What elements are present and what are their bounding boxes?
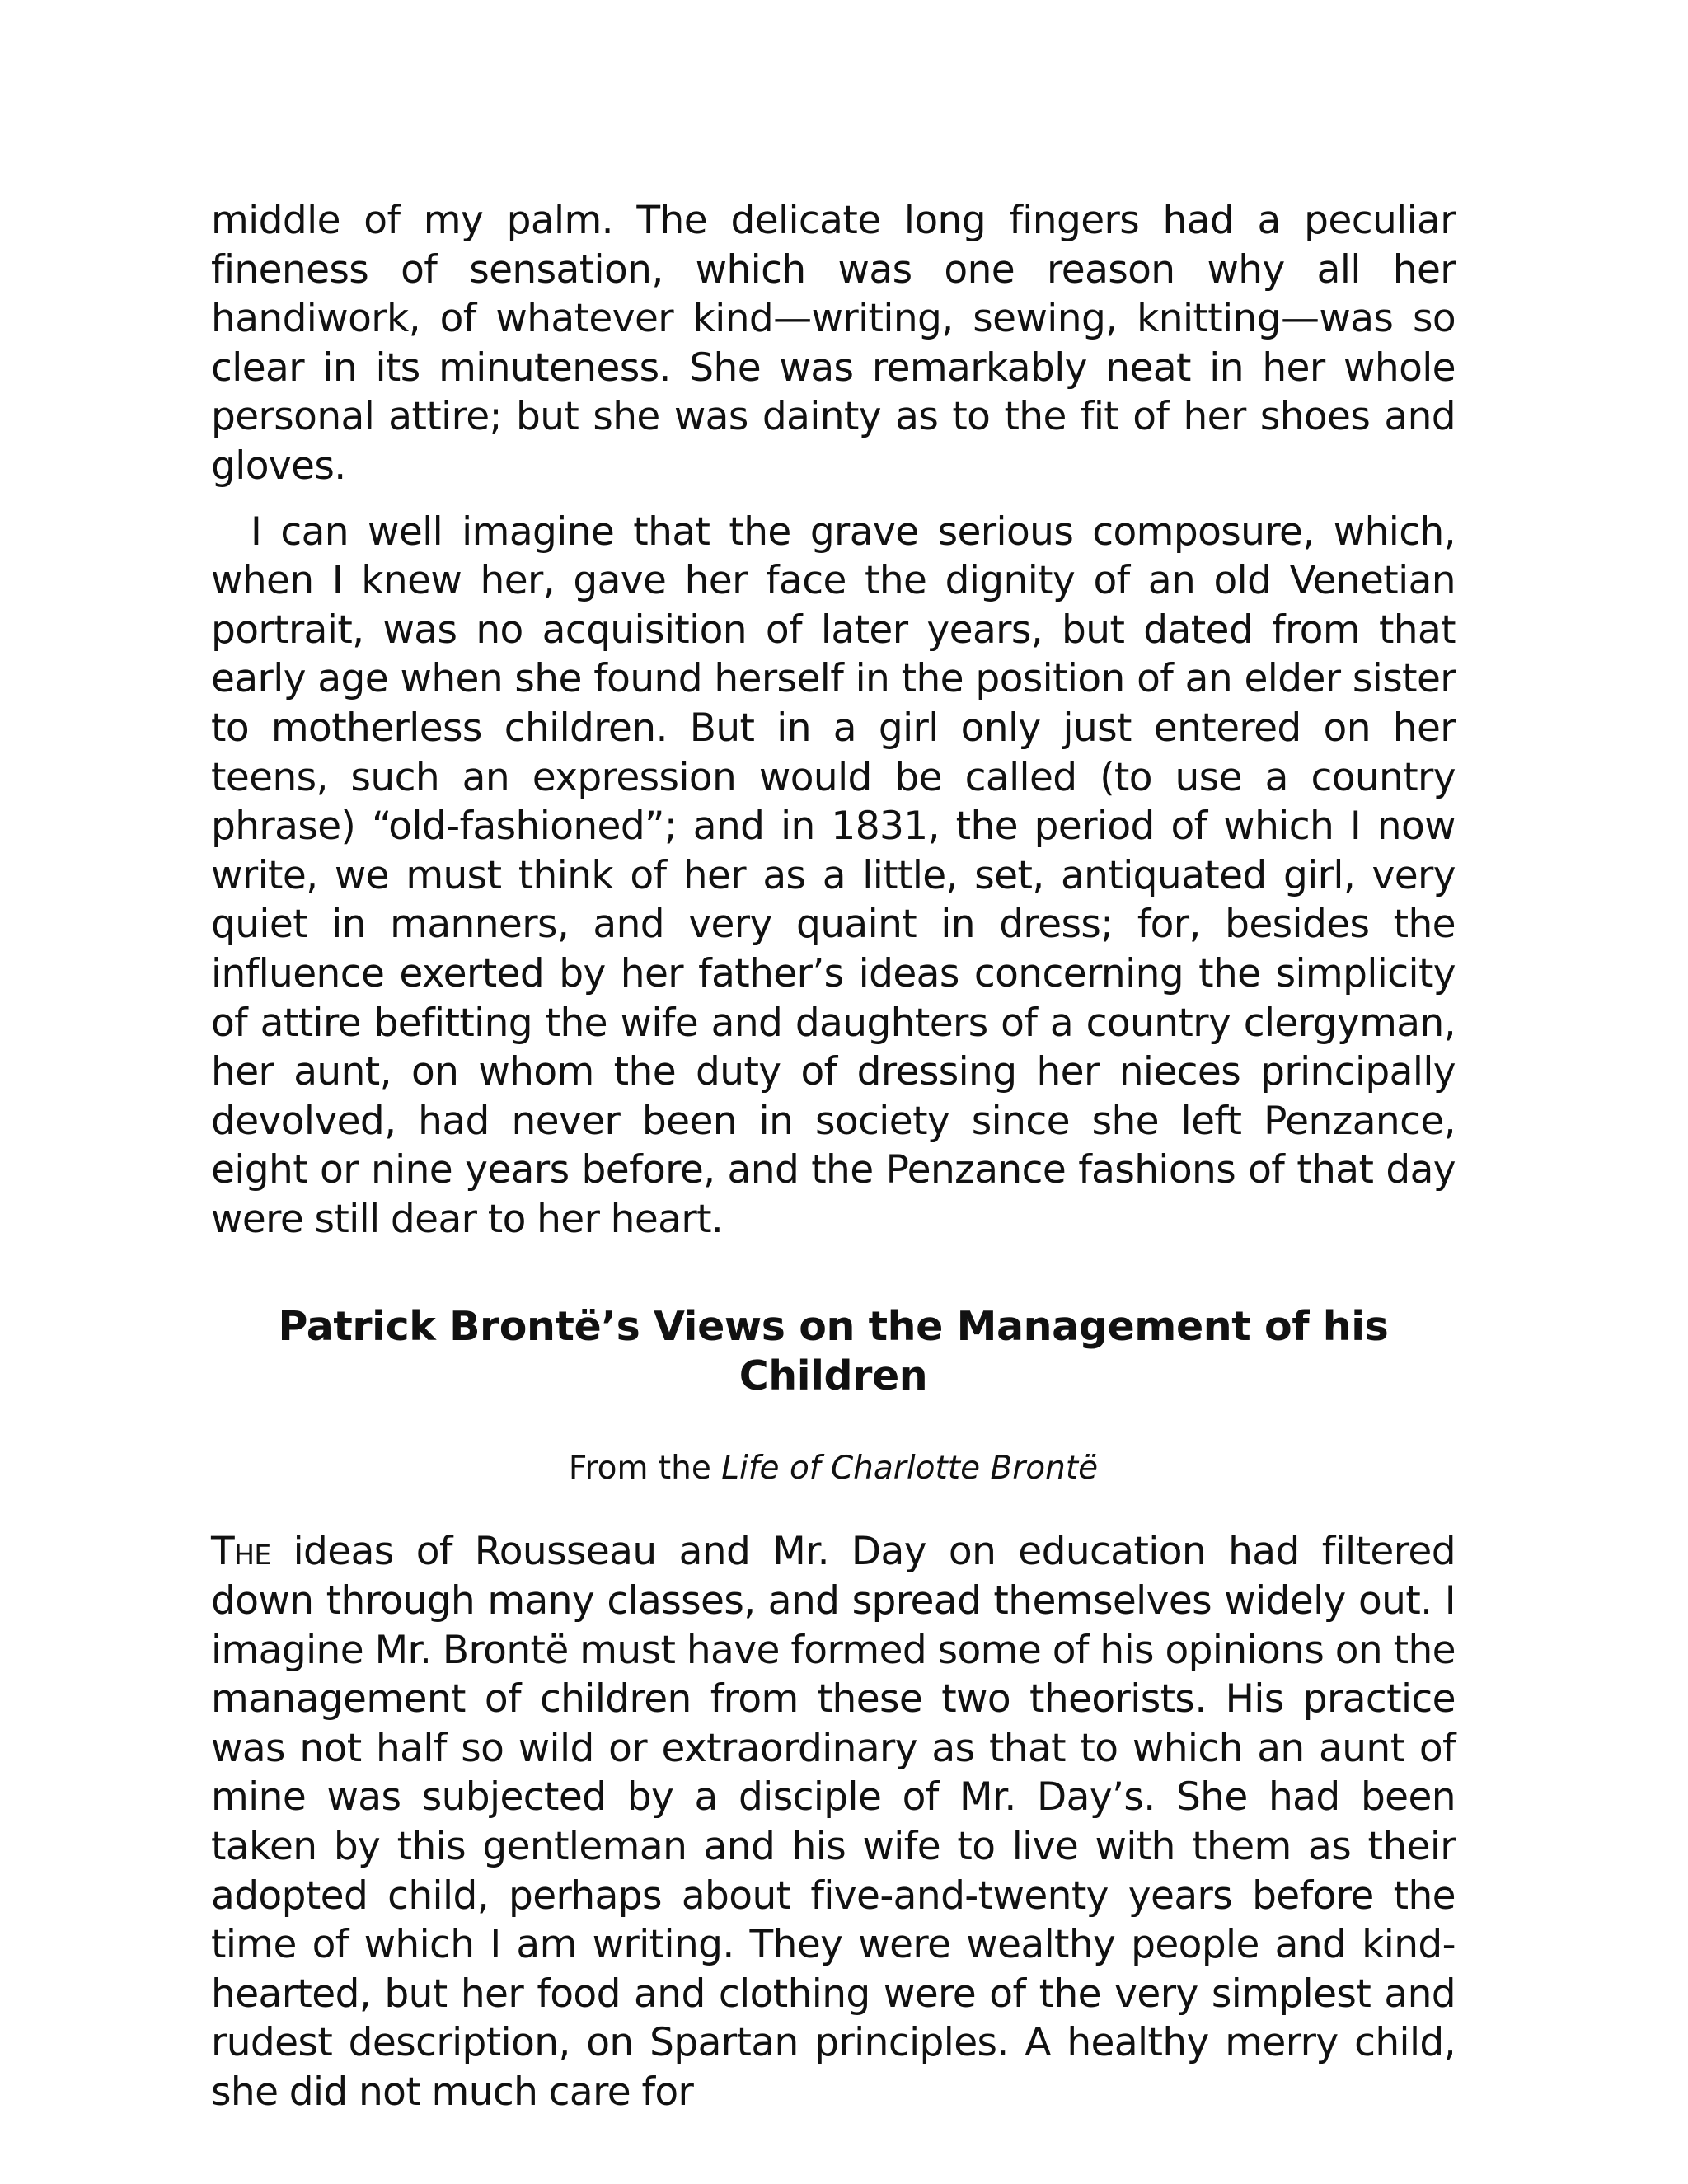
paragraph-rousseau xyxy=(211,1527,1456,2116)
source-prefix: From the xyxy=(568,1450,722,1488)
source-line xyxy=(211,1448,1456,1489)
section-heading: Patrick Brontë’s Views on the Management of his Children xyxy=(278,1303,1389,1400)
paragraph-composure: I can well imagine that the grave serious composure, which, when I knew her, gave her face the dignity of an old Venetian portrait, was no acquisition of later years, but dated from that early age when she found herself in the position of an elder sister to motherless children. But in a girl only just entered on her teens, such an expression would be called (to use a country phrase) “old-fashioned”; and in 1831, the period of which I now write, we must think of her as a little, set, antiquated girl, very quiet in manners, and very quaint in dress; for, besides the influence exerted by her father’s ideas concerning the simplicity of attire befitting the wife and daughters of a country clergyman, her aunt, on whom the duty of dressing her nieces principally devolved, had never been in society since she left Penzance, eight or nine years before, and the Penzance fashions of that day were still dear to her heart. xyxy=(211,509,1456,1242)
document-page xyxy=(211,196,1456,2117)
small-caps-first-word: The xyxy=(211,1529,271,1575)
source-book-title: Life of Charlotte Brontë xyxy=(721,1450,1099,1488)
paragraph-continuation: middle of my palm. The delicate long fingers had a peculiar fineness of sensation, which was one reason why all her handiwork, of whatever kind—writing, sewing, knitting—was so clear in its minuteness. She was remarkably neat in her whole personal attire; but she was dainty as to the fit of her shoes and gloves. xyxy=(211,198,1456,489)
paragraph-rousseau-body: ideas of Rousseau and Mr. Day on education had filtered down through many classes, and spread themselves widely out. I imagine Mr. Brontë must have formed some of his opinions on the management of children from these two theorists. His practice was not half so wild or extraordinary as that to which an aunt of mine was subjected by a disciple of Mr. Day’s. She had been taken by this gentleman and his wife to live with them as their adopted child, perhaps about five-and-twenty years before the time of which I am writing. They were wealthy people and kind-hearted, but her food and clothing were of the very simplest and rudest description, on Spartan principles. A healthy merry child, she did not much care for xyxy=(211,1529,1456,2115)
